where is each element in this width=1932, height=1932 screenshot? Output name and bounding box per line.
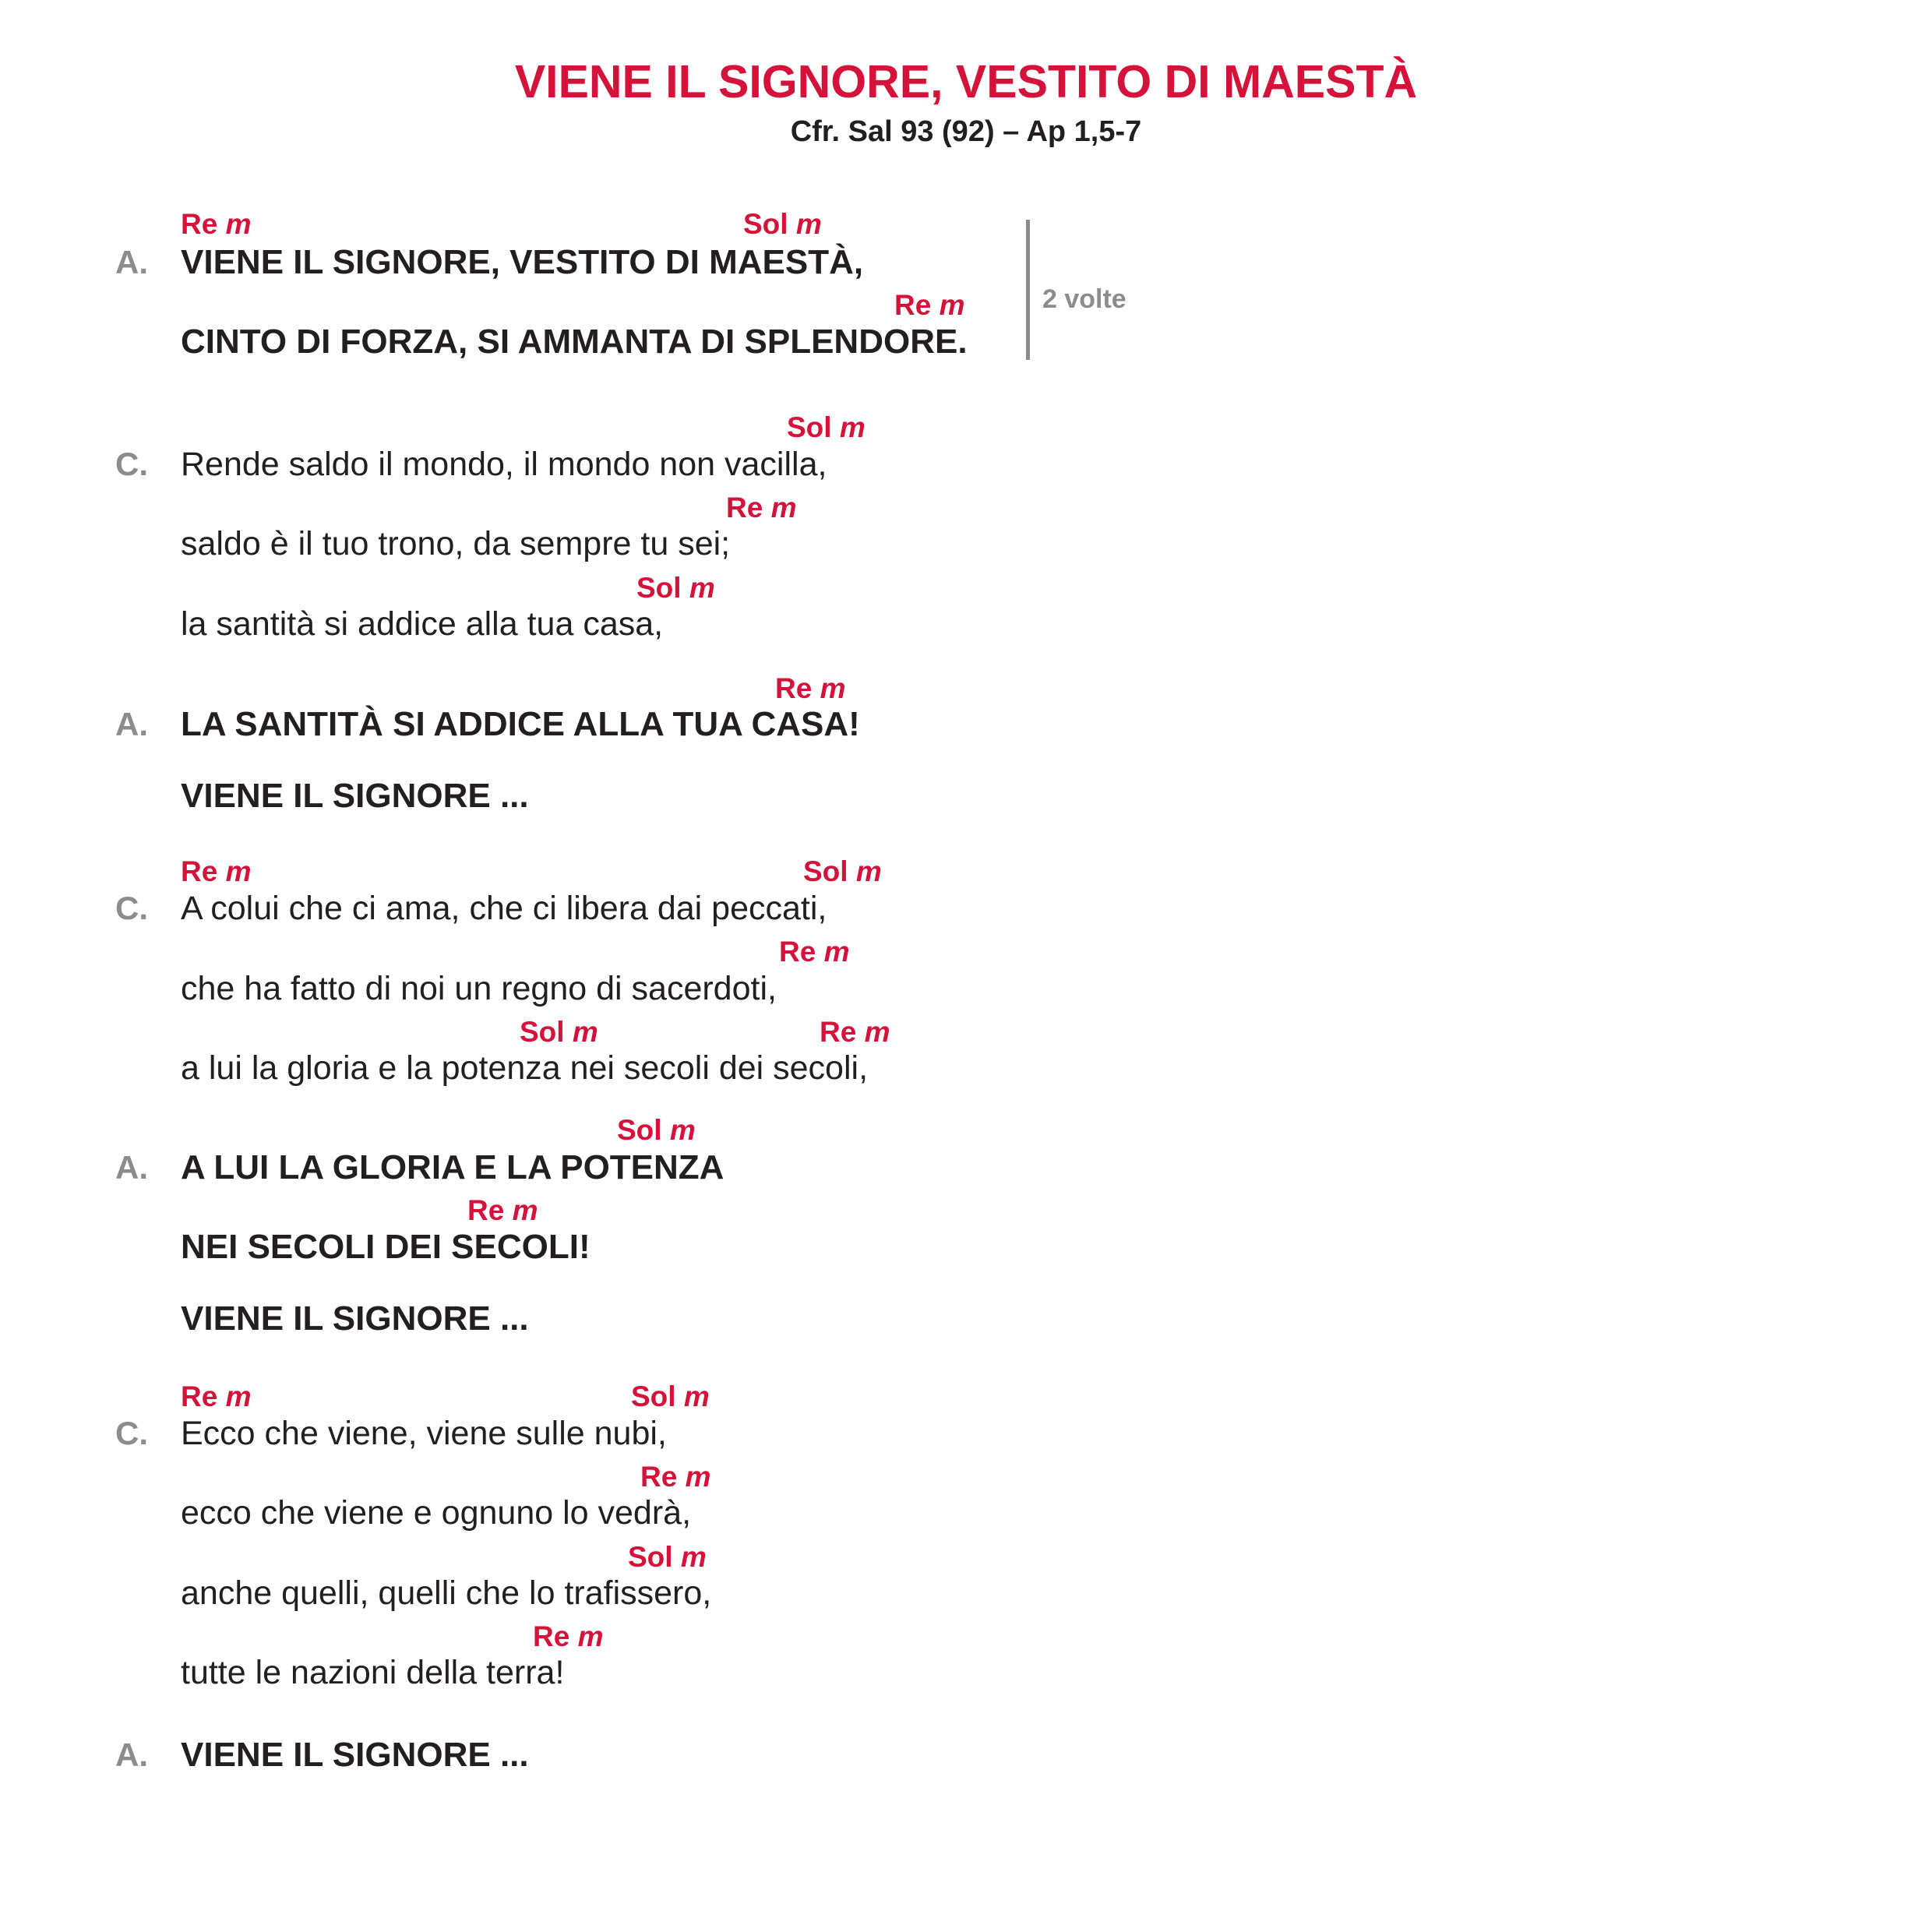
lyric-line: A LUI LA GLORIA E LA POTENZA [181, 1148, 724, 1186]
chord-quality: m [512, 1194, 538, 1226]
chord-quality: m [855, 855, 882, 887]
chord-gm [787, 411, 866, 445]
chord-root: Sol [628, 1541, 673, 1573]
chord-gm [743, 207, 822, 242]
chord-dm [820, 1015, 890, 1049]
chord-quality: m [680, 1541, 707, 1573]
chord-dm [779, 935, 850, 969]
chord-dm [467, 1193, 538, 1228]
chord-quality: m [864, 1016, 890, 1048]
chord-dm [894, 288, 965, 323]
chord-dm [181, 207, 252, 242]
assembly-label: A. [115, 244, 148, 280]
chord-dm [181, 1380, 252, 1414]
assembly-label: A. [115, 1149, 148, 1186]
chord-quality: m [795, 208, 822, 240]
chord-root: Re [467, 1194, 505, 1226]
chord-quality: m [823, 936, 850, 968]
lyric-line: Rende saldo il mondo, il mondo non vacilla, [181, 446, 827, 483]
cantor-label: C. [115, 446, 148, 482]
chord-gm [520, 1015, 598, 1049]
chord-quality: m [683, 1380, 710, 1412]
song-title: VIENE IL SIGNORE, VESTITO DI MAESTÀ [514, 56, 1418, 108]
lyric-line: a lui la gloria e la potenza nei secoli dei secoli, [181, 1049, 869, 1087]
chord-quality: m [689, 572, 715, 604]
chord-quality: m [820, 672, 846, 704]
chord-quality: m [225, 855, 252, 887]
lyric-line: LA SANTITÀ SI ADDICE ALLA TUA CASA! [181, 705, 860, 743]
chord-dm [533, 1620, 604, 1654]
assembly-label: A. [115, 706, 148, 742]
repeat-note: 2 volte [1042, 284, 1126, 314]
cantor-label: C. [115, 1415, 148, 1451]
cantor-label: C. [115, 890, 148, 926]
chord-root: Re [779, 936, 816, 968]
lyric-line: tutte le nazioni della terra! [181, 1654, 565, 1691]
lyric-line: anche quelli, quelli che lo trafissero, [181, 1574, 712, 1612]
chord-gm [636, 571, 715, 605]
chord-root: Sol [743, 208, 788, 240]
lyric-line: VIENE IL SIGNORE, VESTITO DI MAESTÀ, [181, 243, 864, 281]
lyric-line: la santità si addice alla tua casa, [181, 605, 664, 643]
chord-quality: m [685, 1461, 711, 1493]
chord-root: Sol [636, 572, 682, 604]
repeat-bracket [1026, 220, 1030, 360]
psalm-reference: Cfr. Sal 93 (92) – Ap 1,5-7 [790, 115, 1142, 148]
chord-dm [726, 491, 797, 525]
chord-root: Sol [787, 411, 832, 443]
chord-gm [631, 1380, 710, 1414]
chord-quality: m [839, 411, 866, 443]
chord-quality: m [225, 208, 252, 240]
chord-dm [775, 672, 846, 706]
lyric-line: NEI SECOLI DEI SECOLI! [181, 1228, 591, 1266]
chord-root: Re [726, 492, 763, 524]
lyric-line: A colui che ci ama, che ci libera dai peccati, [181, 890, 827, 927]
chord-root: Re [820, 1016, 857, 1048]
chord-root: Re [775, 672, 813, 704]
chord-root: Re [181, 208, 218, 240]
chord-root: Sol [520, 1016, 565, 1048]
chord-root: Re [181, 1380, 218, 1412]
chord-gm [617, 1113, 696, 1148]
chord-root: Re [181, 855, 218, 887]
chord-quality: m [577, 1620, 604, 1652]
chord-root: Re [533, 1620, 570, 1652]
lyric-line: CINTO DI FORZA, SI AMMANTA DI SPLENDORE. [181, 323, 968, 361]
lyric-line: VIENE IL SIGNORE ... [181, 1299, 529, 1338]
chord-gm [803, 855, 882, 889]
lyric-line: saldo è il tuo trono, da sempre tu sei; [181, 525, 731, 562]
chord-dm [640, 1460, 711, 1494]
lyric-line: VIENE IL SIGNORE ... [181, 777, 529, 815]
chord-quality: m [939, 289, 965, 321]
lyric-line: che ha fatto di noi un regno di sacerdoti, [181, 970, 777, 1007]
lyric-line: Ecco che viene, viene sulle nubi, [181, 1415, 667, 1452]
chord-root: Sol [631, 1380, 676, 1412]
assembly-label: A. [115, 1736, 148, 1773]
chord-quality: m [225, 1380, 252, 1412]
lyric-line: ecco che viene e ognuno lo vedrà, [181, 1494, 692, 1532]
lyric-line: VIENE IL SIGNORE ... [181, 1736, 529, 1774]
chord-quality: m [770, 492, 797, 524]
chord-dm [181, 855, 252, 889]
chord-root: Sol [803, 855, 848, 887]
chord-root: Re [894, 289, 932, 321]
chord-gm [628, 1540, 707, 1574]
chord-root: Re [640, 1461, 678, 1493]
chord-quality: m [572, 1016, 598, 1048]
chord-root: Sol [617, 1114, 662, 1146]
chord-quality: m [669, 1114, 696, 1146]
